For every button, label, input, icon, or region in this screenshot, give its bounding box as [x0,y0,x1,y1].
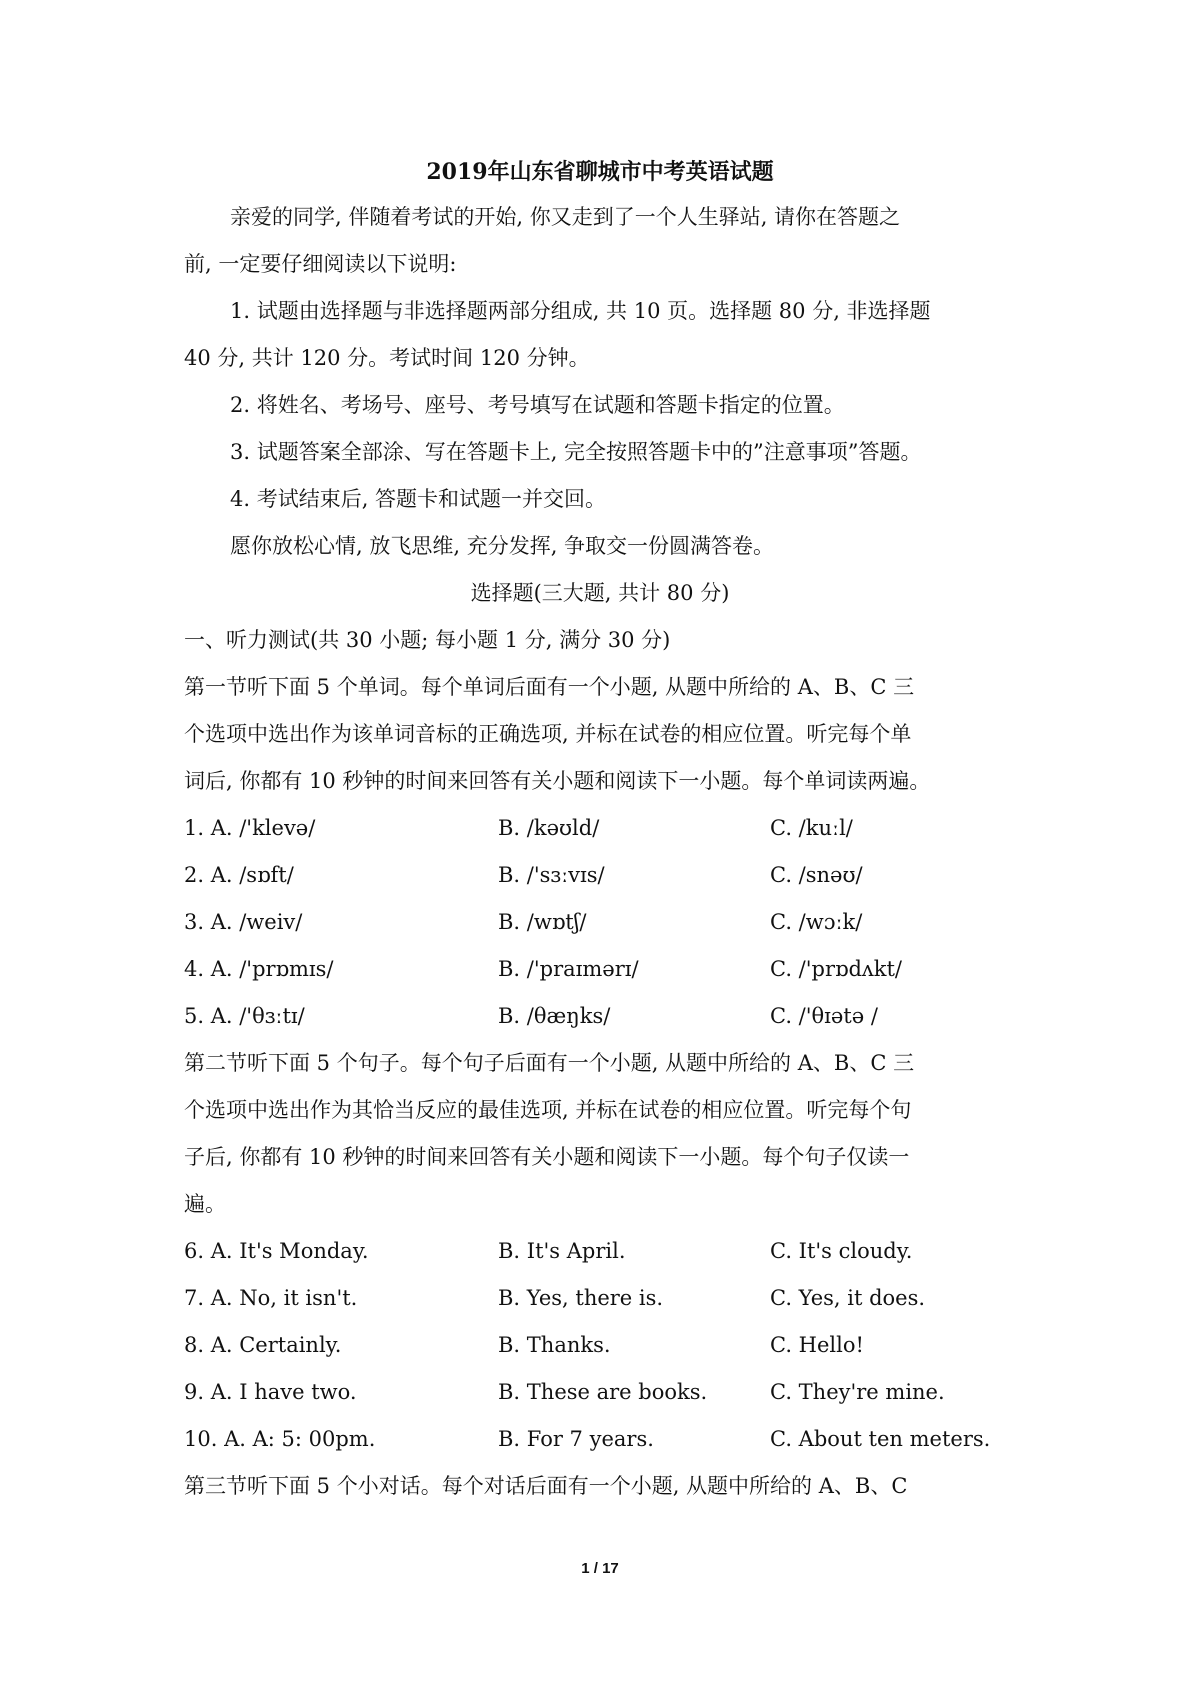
q5-option-a: 5. A. /'θɜːtɪ/ [184,1004,305,1028]
q7-option-c: C. Yes, it does. [770,1286,926,1310]
section-2-instruction-line-3: 子后, 你都有 10 秒钟的时间来回答有关小题和阅读下一小题。每个句子仅读一 [184,1145,910,1169]
q5-option-c: C. /'θɪətə / [770,1004,878,1028]
q3-option-b: B. /wɒtʃ/ [498,910,587,934]
wish-line: 愿你放松心情, 放飞思维, 充分发挥, 争取交一份圆满答卷。 [230,534,775,558]
q6-option-c: C. It's cloudy. [770,1239,913,1263]
rule-3: 3. 试题答案全部涂、写在答题卡上, 完全按照答题卡中的”注意事项”答题。 [230,440,922,464]
q2-option-c: C. /snəʊ/ [770,863,863,887]
page-number: 1 / 17 [581,1560,619,1577]
rule-4: 4. 考试结束后, 答题卡和试题一并交回。 [230,487,607,511]
section-1-instruction-line-3: 词后, 你都有 10 秒钟的时间来回答有关小题和阅读下一小题。每个单词读两遍。 [184,769,931,793]
intro-line-2: 前, 一定要仔细阅读以下说明: [184,252,457,276]
q5-option-b: B. /θæŋks/ [498,1004,611,1028]
rule-1-line-2: 40 分, 共计 120 分。考试时间 120 分钟。 [184,346,590,370]
q9-option-a: 9. A. I have two. [184,1380,357,1404]
q1-option-c: C. /kuːl/ [770,816,853,840]
q9-option-b: B. These are books. [498,1380,708,1404]
q1-option-a: 1. A. /'klevə/ [184,816,316,840]
q2-option-b: B. /'sɜːvɪs/ [498,863,605,887]
section-1-instruction-line-1: 第一节听下面 5 个单词。每个单词后面有一个小题, 从题中所给的 A、B、C 三 [184,675,915,699]
section-2-instruction-line-1: 第二节听下面 5 个句子。每个句子后面有一个小题, 从题中所给的 A、B、C 三 [184,1051,915,1075]
section-1-heading: 一、听力测试(共 30 小题; 每小题 1 分, 满分 30 分) [184,628,671,652]
q4-option-b: B. /'praɪmərɪ/ [498,957,639,981]
q10-option-a: 10. A. A: 5: 00pm. [184,1427,376,1451]
intro-line-1: 亲爱的同学, 伴随着考试的开始, 你又走到了一个人生驿站, 请你在答题之 [230,205,901,229]
q4-option-a: 4. A. /'prɒmɪs/ [184,957,334,981]
q8-option-a: 8. A. Certainly. [184,1333,342,1357]
document-title: 2019年山东省聊城市中考英语试题 [426,159,774,185]
q7-option-b: B. Yes, there is. [498,1286,664,1310]
section-2-instruction-line-4: 遍。 [184,1192,226,1216]
rule-2: 2. 将姓名、考场号、座号、考号填写在试题和答题卡指定的位置。 [230,393,845,417]
rule-1-line-1: 1. 试题由选择题与非选择题两部分组成, 共 10 页。选择题 80 分, 非选择题 [230,299,931,323]
part-heading: 选择题(三大题, 共计 80 分) [470,581,730,605]
q8-option-c: C. Hello! [770,1333,864,1357]
q7-option-a: 7. A. No, it isn't. [184,1286,358,1310]
q1-option-b: B. /kəʊld/ [498,816,600,840]
q8-option-b: B. Thanks. [498,1333,611,1357]
section-2-instruction-line-2: 个选项中选出作为其恰当反应的最佳选项, 并标在试卷的相应位置。听完每个句 [184,1098,912,1122]
section-1-instruction-line-2: 个选项中选出作为该单词音标的正确选项, 并标在试卷的相应位置。听完每个单 [184,722,912,746]
section-3-instruction-line-1: 第三节听下面 5 个小对话。每个对话后面有一个小题, 从题中所给的 A、B、C [184,1474,908,1498]
q10-option-b: B. For 7 years. [498,1427,654,1451]
q3-option-c: C. /wɔːk/ [770,910,863,934]
q3-option-a: 3. A. /weiv/ [184,910,303,934]
q9-option-c: C. They're mine. [770,1380,945,1404]
q10-option-c: C. About ten meters. [770,1427,991,1451]
q4-option-c: C. /'prɒdʌkt/ [770,957,902,981]
q6-option-a: 6. A. It's Monday. [184,1239,369,1263]
q2-option-a: 2. A. /sɒft/ [184,863,294,887]
q6-option-b: B. It's April. [498,1239,626,1263]
